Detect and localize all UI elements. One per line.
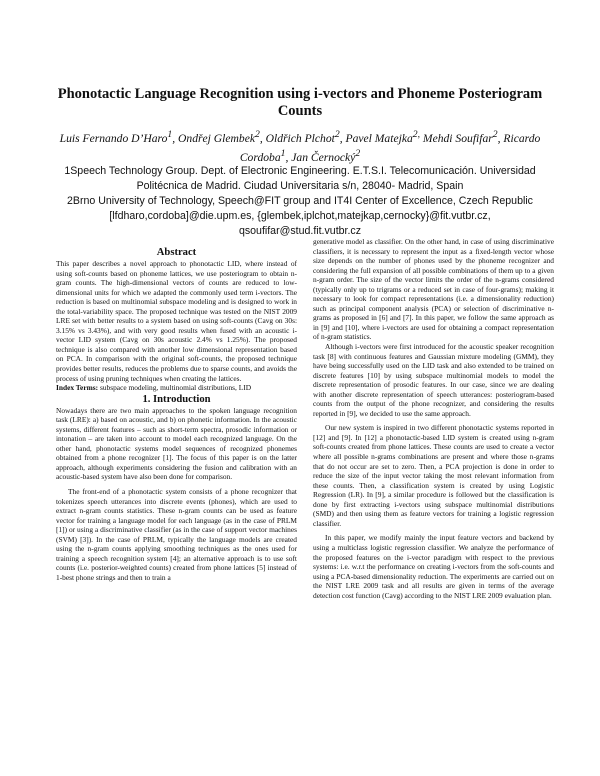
abstract-heading: Abstract: [156, 247, 197, 258]
intro-paragraph-2: The front-end of a phonotactic system consists of a phone recognizer that tokenizes speech utterances into discrete events (phones), which are used to extract n-gram counts statistics. These n-gram counts can be used as feature vector for training a language model for each language (as in the case of PRLM [1]) or using a discriminative classifier (as in the case of support vector machines (SVM) [3]). In the case of PRLM, typically the language models are created using the n-gram counts applying smoothing techniques as the ones used for training a speech recognition system [4]; an alternative approach is to use soft counts (i.e. posterior-weighted counts) created from phone lattices [5] instead of 1-best phone strings and then to train a: [56, 487, 297, 582]
intro-paragraph-1: Nowadays there are two main approaches to the spoken language recognition task (LRE): a) based on acoustic, and b) on phonetic information. In the acoustic systems, different features – such as short-term spectra, prosodic information or intonation – are taken into account to model each recognized language. On the other hand, phonotactic systems model sequences of recognized phonemes obtained from a phone recognizer [1]. The focus of this paper is on the latter approach, although experiments considering the fusion and calibration with an acoustic-based system have also been done for comparison.: [56, 405, 297, 482]
email-line-1: [lfdharo,cordoba]@die.upm.es, {glembek,iplchot,matejkap,cernocky}@fit.vutbr.cz,: [109, 210, 491, 222]
index-terms: [56, 383, 297, 393]
index-terms-text: subspace modeling, multinomial distributions, LID: [99, 383, 252, 393]
affiliations: [40, 164, 560, 239]
intro-paragraph-5: Our new system is inspired in two different phonotactic systems reported in [12] and [9]. In [12] a phonotactic-based LID system is created using n-gram soft-counts created from phone lattices. These counts are used to create a vector where all possible n-grams combinations are present and where those n-grams that do not occur are set to zero. Then, a PCA projection is done in order to reduce the size of the input vector taking the most relevant information from these counts. Then, a classification system is created by using Logistic Regression (LR). In [9], a similar procedure is followed but the classification is done by first extracting i-vectors using subspace multinomial distributions (SMD) and then using them as feature vectors for training a logistic regression classifier.: [313, 423, 554, 528]
paper-title: Phonotactic Language Recognition using i-vectors and Phoneme Posteriogram Counts: [57, 86, 543, 119]
intro-paragraph-3: generative model as classifier. On the other hand, in case of using discriminative classifiers, it is necessary to represent the input as a fixed-length vector whose size depends on the number of phones used by the phoneme recognizer and considering the full expansion of all possible combinations of them up to a given n-gram order. The size of the vector limits the order of the n-grams considered (typically only up to trigrams or a reduced set in case of four-grams); making it necessary to look for compact representations (i.e. a dimensionality reduction) such as principal component analysis (PCA) or selection of discriminative n-grams as proposed in [6] and [7]. In this paper, we follow the same approach as in [9] and [10], where i-vectors are used for obtaining a compact representation of n-gram statistics.: [313, 237, 554, 342]
left-column: [56, 246, 297, 583]
right-column: [313, 237, 554, 600]
intro-heading: 1. Introduction: [142, 393, 211, 405]
affiliation-1: 1Speech Technology Group. Dept. of Electronic Engineering. E.T.S.I. Telecomunicación. Universidad Politécnica de Madrid. Ciudad Universitaria s/n, 28040- Madrid, Spain: [64, 165, 536, 192]
affiliation-2: 2Brno University of Technology, Speech@FIT group and IT4I Center of Excellence, Czech Republic: [67, 195, 533, 207]
email-line-2: qsoufifar@stud.fit.vutbr.cz: [238, 225, 362, 237]
intro-paragraph-6: In this paper, we modify mainly the input feature vectors and backend by using a multiclass logistic regression classifier. We analyze the performance of the proposed features on the i-vector paradigm with respect to the previous systems: i.e. w.r.t the performance on creating i-vectors from the soft-counts and using a PCA-based dimensionality reduction. The experiments are carried out on the NIST LRE 2009 task and all results are given in terms of the average detection cost function (Cavg) according to the NIST LRE 2009 evaluation plan.: [313, 533, 554, 600]
intro-paragraph-4: Although i-vectors were first introduced for the acoustic speaker recognition task [8] with continuous features and Gaussian mixture modeling (GMM), they have being successfully used on the LID task and also extended to be trained on discrete features [10] by using subspace multinomial models to model the discrete representation of prosodic features. In our case, since we are dealing with another discrete representation of speech utterances: posteriogram-based counts from the output of the phone recognizer, and considering the results reported in [9], we decided to use the same approach.: [313, 342, 554, 418]
abstract-text: This paper describes a novel approach to phonotactic LID, where instead of using soft-counts based on phoneme lattices, we use posteriogram to obtain n-gram counts. The high-dimensional vectors of counts are reduced to low-dimensional units for which we adapted the commonly used term i-vectors. The reduction is based on multinomial subspace modeling and is designed to work in the total-variability space. The proposed technique was tested on the NIST 2009 LRE set with better results to a system based on using soft-counts (Cavg on 30s: 3.15% vs 3.43%), and with very good results when fused with an acoustic i-vector LID system (Cavg on 30s acoustic 2.4% vs 1.25%). The proposed technique is also compared with another low dimensional representation based on PCA. In comparison with the original soft-counts, the proposed technique provides better results, reduces the problems due to sparse counts, and avoids the process of using pruning techniques when creating the lattices.: [56, 259, 297, 383]
author-list: Luis Fernando D’Haro$^1$, Ondřej Glembek$^2$, Oldřich Plchot$^2$, Pavel Matejka$^{2,}$ Mehdi Soufifar$^2$, Ricardo Cordoba$^1$, Jan Černocký$^2$: [59, 129, 541, 164]
index-terms-label: Index Terms:: [56, 383, 99, 393]
